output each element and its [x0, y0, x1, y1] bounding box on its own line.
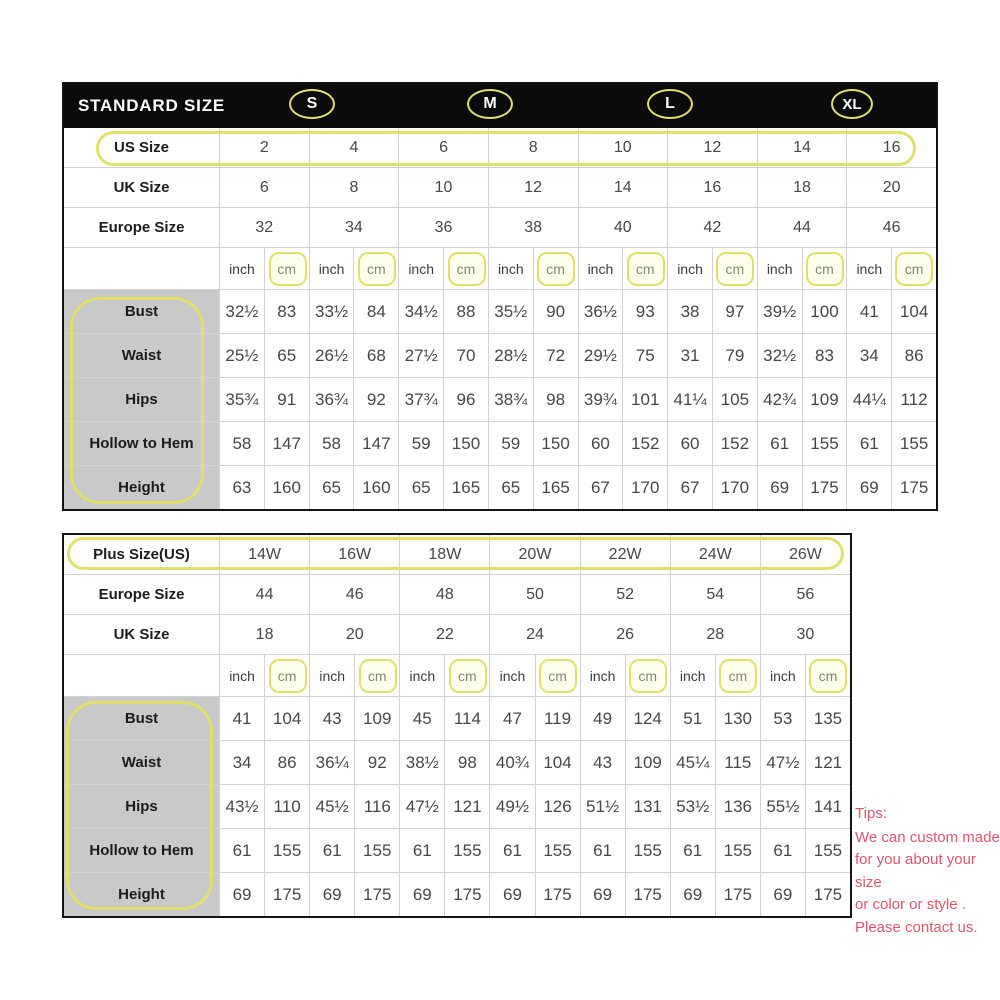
row-label: Waist: [64, 334, 219, 377]
value-cell: 92: [354, 378, 398, 421]
size-cell: 26: [581, 615, 670, 654]
size-cell: 14: [579, 168, 668, 207]
value-cell: 36½: [579, 290, 623, 333]
tips-title: Tips:: [855, 805, 887, 822]
value-cell: 69: [761, 873, 805, 916]
value-cell: 104: [265, 697, 309, 740]
unit-inch-header: inch: [671, 655, 715, 696]
value-cell: 61: [490, 829, 534, 872]
size-cell: 22: [400, 615, 489, 654]
value-cell: 136: [716, 785, 760, 828]
size-cell: 50: [490, 575, 579, 614]
value-cell: 112: [892, 378, 936, 421]
unit-row-spacer: [64, 248, 219, 289]
row-label: Hips: [64, 378, 219, 421]
size-cell: 2: [220, 128, 309, 167]
value-cell: 58: [220, 422, 264, 465]
value-cell: 59: [489, 422, 533, 465]
value-cell: 29½: [579, 334, 623, 377]
unit-cm-header: cm: [444, 248, 488, 289]
value-cell: 31: [668, 334, 712, 377]
size-cell: 56: [761, 575, 850, 614]
value-cell: 38½: [400, 741, 444, 784]
size-cell: 30: [761, 615, 850, 654]
unit-inch-header: inch: [399, 248, 443, 289]
value-cell: 98: [445, 741, 489, 784]
unit-inch-header: inch: [310, 248, 354, 289]
value-cell: 61: [847, 422, 891, 465]
value-cell: 43: [581, 741, 625, 784]
value-cell: 79: [713, 334, 757, 377]
value-cell: 27½: [399, 334, 443, 377]
row-label: US Size: [64, 128, 219, 167]
size-cell: 24: [490, 615, 579, 654]
value-cell: 69: [400, 873, 444, 916]
size-cell: 44: [758, 208, 847, 247]
value-cell: 69: [220, 873, 264, 916]
value-cell: 61: [400, 829, 444, 872]
row-label: UK Size: [64, 168, 219, 207]
value-cell: 49: [581, 697, 625, 740]
value-cell: 67: [579, 466, 623, 509]
value-cell: 165: [444, 466, 488, 509]
value-cell: 152: [623, 422, 667, 465]
value-cell: 175: [892, 466, 936, 509]
value-cell: 45½: [310, 785, 354, 828]
value-cell: 121: [445, 785, 489, 828]
unit-inch-header: inch: [579, 248, 623, 289]
value-cell: 105: [713, 378, 757, 421]
value-cell: 86: [265, 741, 309, 784]
value-cell: 121: [806, 741, 850, 784]
size-cell: 20: [310, 615, 399, 654]
value-cell: 41¼: [668, 378, 712, 421]
size-cell: 14: [758, 128, 847, 167]
value-cell: 170: [713, 466, 757, 509]
value-cell: 130: [716, 697, 760, 740]
value-cell: 150: [534, 422, 578, 465]
size-cell: 6: [399, 128, 488, 167]
row-label: Height: [64, 873, 219, 916]
value-cell: 88: [444, 290, 488, 333]
size-cell: 46: [847, 208, 936, 247]
value-cell: 34: [220, 741, 264, 784]
value-cell: 90: [534, 290, 578, 333]
value-cell: 26½: [310, 334, 354, 377]
size-cell: 24W: [671, 535, 760, 574]
size-badge-m: M: [467, 89, 513, 119]
value-cell: 69: [671, 873, 715, 916]
unit-row-spacer: [64, 655, 219, 696]
value-cell: 65: [310, 466, 354, 509]
value-cell: 61: [310, 829, 354, 872]
value-cell: 155: [265, 829, 309, 872]
value-cell: 61: [220, 829, 264, 872]
value-cell: 155: [445, 829, 489, 872]
size-cell: 26W: [761, 535, 850, 574]
value-cell: 36¾: [310, 378, 354, 421]
row-label: Hips: [64, 785, 219, 828]
plus-size-table: [62, 533, 852, 918]
tips-note: [855, 803, 1000, 939]
value-cell: 155: [626, 829, 670, 872]
size-badge-l: L: [647, 89, 693, 119]
standard-size-table: [62, 82, 938, 511]
value-cell: 165: [534, 466, 578, 509]
size-cell: 54: [671, 575, 760, 614]
value-cell: 131: [626, 785, 670, 828]
value-cell: 155: [355, 829, 399, 872]
size-cell: 4: [310, 128, 399, 167]
value-cell: 91: [265, 378, 309, 421]
size-cell: 16: [668, 168, 757, 207]
value-cell: 25½: [220, 334, 264, 377]
value-cell: 53: [761, 697, 805, 740]
value-cell: 175: [803, 466, 847, 509]
size-cell: 20: [847, 168, 936, 207]
value-cell: 109: [355, 697, 399, 740]
size-cell: 52: [581, 575, 670, 614]
value-cell: 92: [355, 741, 399, 784]
value-cell: 68: [354, 334, 398, 377]
value-cell: 59: [399, 422, 443, 465]
row-label: Bust: [64, 697, 219, 740]
unit-cm-header: cm: [536, 655, 580, 696]
value-cell: 141: [806, 785, 850, 828]
size-cell: 18: [758, 168, 847, 207]
value-cell: 51: [671, 697, 715, 740]
row-label: UK Size: [64, 615, 219, 654]
standard-size-title: STANDARD SIZE: [78, 96, 226, 115]
size-cell: 6: [220, 168, 309, 207]
row-label: Waist: [64, 741, 219, 784]
value-cell: 69: [847, 466, 891, 509]
value-cell: 175: [626, 873, 670, 916]
value-cell: 45¼: [671, 741, 715, 784]
value-cell: 83: [265, 290, 309, 333]
standard-size-header: [64, 84, 936, 128]
size-cell: 28: [671, 615, 760, 654]
value-cell: 28½: [489, 334, 533, 377]
value-cell: 147: [265, 422, 309, 465]
value-cell: 51½: [581, 785, 625, 828]
size-cell: 42: [668, 208, 757, 247]
value-cell: 100: [803, 290, 847, 333]
unit-cm-header: cm: [626, 655, 670, 696]
value-cell: 150: [444, 422, 488, 465]
value-cell: 33½: [310, 290, 354, 333]
value-cell: 126: [536, 785, 580, 828]
unit-inch-header: inch: [758, 248, 802, 289]
unit-cm-header: cm: [806, 655, 850, 696]
value-cell: 39¾: [579, 378, 623, 421]
value-cell: 175: [806, 873, 850, 916]
value-cell: 61: [671, 829, 715, 872]
value-cell: 114: [445, 697, 489, 740]
row-label: Hollow to Hem: [64, 829, 219, 872]
unit-cm-header: cm: [534, 248, 578, 289]
tips-line: or color or style .: [855, 896, 966, 913]
value-cell: 69: [490, 873, 534, 916]
size-cell: 14W: [220, 535, 309, 574]
value-cell: 43: [310, 697, 354, 740]
value-cell: 41: [220, 697, 264, 740]
unit-cm-header: cm: [713, 248, 757, 289]
value-cell: 42¾: [758, 378, 802, 421]
value-cell: 109: [803, 378, 847, 421]
value-cell: 86: [892, 334, 936, 377]
value-cell: 124: [626, 697, 670, 740]
value-cell: 61: [581, 829, 625, 872]
size-cell: 46: [310, 575, 399, 614]
unit-inch-header: inch: [220, 248, 264, 289]
unit-inch-header: inch: [310, 655, 354, 696]
value-cell: 175: [536, 873, 580, 916]
size-badge-s: S: [289, 89, 335, 119]
value-cell: 41: [847, 290, 891, 333]
unit-inch-header: inch: [847, 248, 891, 289]
value-cell: 147: [354, 422, 398, 465]
unit-cm-header: cm: [803, 248, 847, 289]
value-cell: 96: [444, 378, 488, 421]
unit-inch-header: inch: [220, 655, 264, 696]
value-cell: 49½: [490, 785, 534, 828]
size-cell: 34: [310, 208, 399, 247]
size-badge-xl: XL: [831, 89, 873, 119]
row-label: Europe Size: [64, 575, 219, 614]
value-cell: 45: [400, 697, 444, 740]
value-cell: 83: [803, 334, 847, 377]
unit-cm-header: cm: [355, 655, 399, 696]
plus-size-grid: [64, 535, 850, 916]
unit-cm-header: cm: [265, 655, 309, 696]
standard-size-grid: [64, 128, 936, 509]
tips-line: for you about your size: [855, 851, 976, 891]
value-cell: 35½: [489, 290, 533, 333]
value-cell: 43½: [220, 785, 264, 828]
value-cell: 175: [716, 873, 760, 916]
value-cell: 175: [265, 873, 309, 916]
value-cell: 84: [354, 290, 398, 333]
value-cell: 155: [803, 422, 847, 465]
unit-cm-header: cm: [445, 655, 489, 696]
value-cell: 115: [716, 741, 760, 784]
unit-cm-header: cm: [265, 248, 309, 289]
value-cell: 135: [806, 697, 850, 740]
value-cell: 47½: [400, 785, 444, 828]
value-cell: 55½: [761, 785, 805, 828]
unit-cm-header: cm: [623, 248, 667, 289]
value-cell: 119: [536, 697, 580, 740]
size-cell: 44: [220, 575, 309, 614]
value-cell: 47: [490, 697, 534, 740]
value-cell: 53½: [671, 785, 715, 828]
value-cell: 160: [354, 466, 398, 509]
value-cell: 60: [668, 422, 712, 465]
size-cell: 40: [579, 208, 668, 247]
size-cell: 10: [579, 128, 668, 167]
value-cell: 104: [536, 741, 580, 784]
value-cell: 75: [623, 334, 667, 377]
value-cell: 38: [668, 290, 712, 333]
value-cell: 170: [623, 466, 667, 509]
row-label: Hollow to Hem: [64, 422, 219, 465]
value-cell: 160: [265, 466, 309, 509]
unit-inch-header: inch: [581, 655, 625, 696]
value-cell: 36¼: [310, 741, 354, 784]
value-cell: 44¼: [847, 378, 891, 421]
unit-inch-header: inch: [400, 655, 444, 696]
value-cell: 61: [758, 422, 802, 465]
size-cell: 12: [668, 128, 757, 167]
value-cell: 37¾: [399, 378, 443, 421]
value-cell: 69: [581, 873, 625, 916]
tips-line: Please contact us.: [855, 918, 978, 936]
unit-cm-header: cm: [892, 248, 936, 289]
size-cell: 32: [220, 208, 309, 247]
value-cell: 69: [310, 873, 354, 916]
value-cell: 65: [489, 466, 533, 509]
size-cell: 36: [399, 208, 488, 247]
value-cell: 40¾: [490, 741, 534, 784]
size-cell: 12: [489, 168, 578, 207]
value-cell: 58: [310, 422, 354, 465]
value-cell: 61: [761, 829, 805, 872]
value-cell: 98: [534, 378, 578, 421]
tips-line: We can custom made: [855, 828, 1000, 846]
value-cell: 175: [445, 873, 489, 916]
value-cell: 104: [892, 290, 936, 333]
size-cell: 22W: [581, 535, 670, 574]
value-cell: 155: [536, 829, 580, 872]
value-cell: 97: [713, 290, 757, 333]
row-label: Height: [64, 466, 219, 509]
value-cell: 65: [265, 334, 309, 377]
value-cell: 72: [534, 334, 578, 377]
value-cell: 69: [758, 466, 802, 509]
value-cell: 65: [399, 466, 443, 509]
value-cell: 116: [355, 785, 399, 828]
value-cell: 101: [623, 378, 667, 421]
size-cell: 18: [220, 615, 309, 654]
size-cell: 10: [399, 168, 488, 207]
unit-inch-header: inch: [761, 655, 805, 696]
size-cell: 16W: [310, 535, 399, 574]
value-cell: 70: [444, 334, 488, 377]
value-cell: 155: [892, 422, 936, 465]
value-cell: 34: [847, 334, 891, 377]
value-cell: 155: [806, 829, 850, 872]
value-cell: 47½: [761, 741, 805, 784]
unit-inch-header: inch: [490, 655, 534, 696]
value-cell: 60: [579, 422, 623, 465]
value-cell: 93: [623, 290, 667, 333]
value-cell: 67: [668, 466, 712, 509]
value-cell: 39½: [758, 290, 802, 333]
row-label: Bust: [64, 290, 219, 333]
value-cell: 155: [716, 829, 760, 872]
value-cell: 38¾: [489, 378, 533, 421]
unit-inch-header: inch: [668, 248, 712, 289]
value-cell: 109: [626, 741, 670, 784]
size-cell: 16: [847, 128, 936, 167]
value-cell: 110: [265, 785, 309, 828]
value-cell: 32½: [220, 290, 264, 333]
unit-cm-header: cm: [354, 248, 398, 289]
size-cell: 8: [310, 168, 399, 207]
row-label: Plus Size(US): [64, 535, 219, 574]
size-cell: 18W: [400, 535, 489, 574]
size-cell: 38: [489, 208, 578, 247]
value-cell: 32½: [758, 334, 802, 377]
unit-inch-header: inch: [489, 248, 533, 289]
value-cell: 35¾: [220, 378, 264, 421]
value-cell: 34½: [399, 290, 443, 333]
value-cell: 152: [713, 422, 757, 465]
value-cell: 175: [355, 873, 399, 916]
row-label: Europe Size: [64, 208, 219, 247]
size-cell: 20W: [490, 535, 579, 574]
size-cell: 48: [400, 575, 489, 614]
unit-cm-header: cm: [716, 655, 760, 696]
value-cell: 63: [220, 466, 264, 509]
size-cell: 8: [489, 128, 578, 167]
